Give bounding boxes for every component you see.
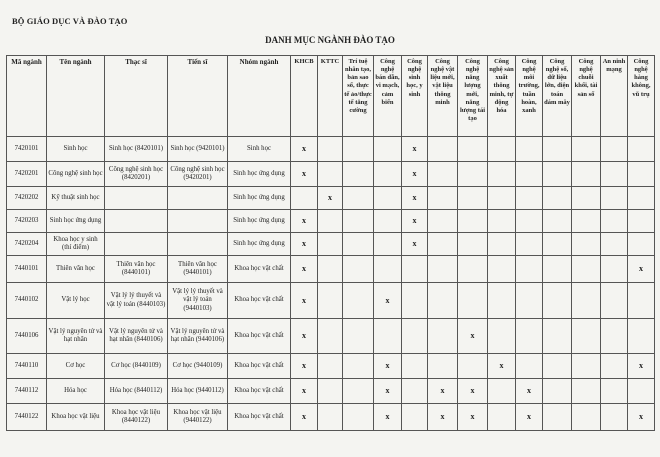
row-mark: [318, 256, 343, 283]
row-mark: [601, 137, 628, 162]
row-mark: [488, 379, 516, 404]
col-nhom-nganh: Nhóm ngành: [228, 56, 291, 137]
row-mark: x: [374, 283, 402, 319]
table-row: [7, 233, 655, 256]
row-tien-si: [168, 210, 228, 233]
row-thac-si: Sinh học (8420101): [105, 137, 168, 162]
row-group: Sinh học ứng dụng: [228, 162, 291, 187]
row-name: Sinh học: [47, 137, 105, 162]
row-mark: [572, 319, 601, 354]
row-name: Vật lý học: [47, 283, 105, 319]
col-moi-truong: Công nghệ môi trường, tuần hoàn, xanh: [516, 56, 543, 137]
col-ban-dan: Công nghệ bán dẫn, vi mạch, cảm biến: [374, 56, 402, 137]
row-mark: [343, 210, 374, 233]
row-mark: x: [428, 404, 458, 431]
row-mark: x: [428, 379, 458, 404]
row-thac-si: Hóa học (8440112): [105, 379, 168, 404]
row-thac-si: Cơ học (8440109): [105, 354, 168, 379]
row-thac-si: Công nghệ sinh học (8420201): [105, 162, 168, 187]
row-mark: [543, 354, 572, 379]
row-mark: [402, 283, 428, 319]
row-tien-si: Thiên văn học (9440101): [168, 256, 228, 283]
row-mark: [543, 162, 572, 187]
row-mark: [601, 379, 628, 404]
row-mark: x: [291, 404, 318, 431]
row-mark: [628, 162, 655, 187]
row-mark: [516, 162, 543, 187]
row-mark: x: [291, 233, 318, 256]
row-mark: x: [291, 354, 318, 379]
row-name: Thiên văn học: [47, 256, 105, 283]
col-ma-nganh: Mã ngành: [7, 56, 47, 137]
row-group: Sinh học: [228, 137, 291, 162]
row-mark: [318, 319, 343, 354]
page-title: DANH MỤC NGÀNH ĐÀO TẠO: [265, 35, 395, 45]
row-mark: x: [402, 187, 428, 210]
row-thac-si: Thiên văn học (8440101): [105, 256, 168, 283]
row-code: 7440110: [7, 354, 47, 379]
row-mark: [601, 283, 628, 319]
row-mark: [374, 210, 402, 233]
row-mark: [458, 283, 488, 319]
row-code: 7420202: [7, 187, 47, 210]
row-group: Khoa học vật chất: [228, 404, 291, 431]
table-row: [7, 256, 655, 283]
row-group: Sinh học ứng dụng: [228, 233, 291, 256]
row-mark: x: [291, 379, 318, 404]
row-mark: [572, 233, 601, 256]
row-mark: [343, 354, 374, 379]
table-row: [7, 354, 655, 379]
row-mark: [402, 379, 428, 404]
row-mark: [318, 233, 343, 256]
row-mark: x: [458, 404, 488, 431]
row-group: Sinh học ứng dụng: [228, 187, 291, 210]
row-code: 7440102: [7, 283, 47, 319]
row-group: Khoa học vật chất: [228, 354, 291, 379]
row-mark: [601, 187, 628, 210]
row-mark: [458, 354, 488, 379]
col-ten-nganh: Tên ngành: [47, 56, 105, 137]
row-code: 7440106: [7, 319, 47, 354]
row-thac-si: [105, 187, 168, 210]
row-mark: [516, 354, 543, 379]
row-mark: [488, 319, 516, 354]
row-tien-si: Khoa học vật liệu (9440122): [168, 404, 228, 431]
row-name: Hóa học: [47, 379, 105, 404]
row-mark: [628, 137, 655, 162]
row-mark: x: [402, 233, 428, 256]
row-mark: [572, 210, 601, 233]
row-mark: x: [291, 137, 318, 162]
row-mark: [628, 319, 655, 354]
row-mark: [543, 379, 572, 404]
row-tien-si: Vật lý lý thuyết và vật lý toán (9440103): [168, 283, 228, 319]
row-mark: [343, 187, 374, 210]
row-tien-si: [168, 233, 228, 256]
row-mark: [601, 256, 628, 283]
row-mark: [343, 379, 374, 404]
row-mark: [572, 404, 601, 431]
col-chuoi-khoi: Công nghệ chuỗi khối, tài sản số: [572, 56, 601, 137]
table-row: [7, 319, 655, 354]
row-name: Sinh học ứng dụng: [47, 210, 105, 233]
row-thac-si: Vật lý lý thuyết và vật lý toán (8440103): [105, 283, 168, 319]
row-code: 7420201: [7, 162, 47, 187]
row-mark: [543, 404, 572, 431]
row-mark: x: [402, 137, 428, 162]
row-code: 7440122: [7, 404, 47, 431]
row-mark: [516, 233, 543, 256]
row-mark: x: [628, 354, 655, 379]
row-mark: x: [291, 162, 318, 187]
row-tien-si: Cơ học (9440109): [168, 354, 228, 379]
row-mark: [543, 319, 572, 354]
row-mark: x: [628, 256, 655, 283]
row-code: 7420204: [7, 233, 47, 256]
program-table: [6, 55, 655, 431]
row-mark: [402, 319, 428, 354]
col-tien-si: Tiến sĩ: [168, 56, 228, 137]
row-mark: [428, 162, 458, 187]
row-mark: [374, 162, 402, 187]
row-mark: [343, 137, 374, 162]
row-mark: x: [291, 283, 318, 319]
row-mark: [428, 283, 458, 319]
row-code: 7420101: [7, 137, 47, 162]
table-row: [7, 187, 655, 210]
row-mark: [572, 137, 601, 162]
row-mark: [318, 404, 343, 431]
row-thac-si: [105, 210, 168, 233]
row-mark: [318, 162, 343, 187]
row-code: 7440101: [7, 256, 47, 283]
row-thac-si: Khoa học vật liệu (8440122): [105, 404, 168, 431]
row-name: Công nghệ sinh học: [47, 162, 105, 187]
row-mark: [488, 404, 516, 431]
row-mark: [318, 379, 343, 404]
row-mark: [402, 354, 428, 379]
row-mark: x: [291, 319, 318, 354]
row-mark: [291, 187, 318, 210]
row-mark: [516, 137, 543, 162]
table-header-row: [7, 56, 655, 137]
row-mark: [402, 256, 428, 283]
row-mark: [543, 137, 572, 162]
row-mark: [628, 210, 655, 233]
row-mark: [458, 233, 488, 256]
row-mark: x: [374, 404, 402, 431]
table-row: [7, 404, 655, 431]
col-vat-lieu: Công nghệ vật liệu mới, vật liệu thông minh: [428, 56, 458, 137]
row-mark: [543, 233, 572, 256]
row-mark: [458, 210, 488, 233]
row-group: Khoa học vật chất: [228, 319, 291, 354]
row-mark: [343, 404, 374, 431]
row-mark: [601, 162, 628, 187]
row-mark: [572, 354, 601, 379]
row-mark: x: [402, 162, 428, 187]
row-mark: [572, 379, 601, 404]
row-mark: [428, 354, 458, 379]
row-mark: [343, 319, 374, 354]
row-mark: [543, 283, 572, 319]
col-du-lieu: Công nghệ số, dữ liệu lớn, điện toán đám mây: [543, 56, 572, 137]
row-code: 7420203: [7, 210, 47, 233]
row-mark: x: [516, 379, 543, 404]
row-group: Khoa học vật chất: [228, 379, 291, 404]
row-mark: [601, 233, 628, 256]
row-name: Khoa học vật liệu: [47, 404, 105, 431]
row-mark: [572, 162, 601, 187]
col-sinh-hoc: Công nghệ sinh học, y sinh: [402, 56, 428, 137]
row-mark: [488, 187, 516, 210]
row-tien-si: Công nghệ sinh học (9420201): [168, 162, 228, 187]
row-mark: [628, 283, 655, 319]
row-name: Khoa học y sinh (thí điểm): [47, 233, 105, 256]
row-mark: [488, 162, 516, 187]
row-code: 7440112: [7, 379, 47, 404]
row-mark: [374, 256, 402, 283]
row-tien-si: Hóa học (9440112): [168, 379, 228, 404]
row-mark: [488, 233, 516, 256]
row-mark: [343, 256, 374, 283]
row-mark: [543, 187, 572, 210]
row-mark: [572, 187, 601, 210]
table-row: [7, 162, 655, 187]
col-an-ninh: An ninh mạng: [601, 56, 628, 137]
col-hang-khong: Công nghệ hàng không, vũ trụ: [628, 56, 655, 137]
row-group: Khoa học vật chất: [228, 256, 291, 283]
row-mark: [428, 137, 458, 162]
row-mark: x: [458, 379, 488, 404]
row-mark: [318, 354, 343, 379]
row-mark: [543, 256, 572, 283]
row-mark: [343, 283, 374, 319]
col-san-xuat: Công nghệ sản xuất thông minh, tự động hóa: [488, 56, 516, 137]
row-mark: x: [516, 404, 543, 431]
row-mark: [458, 162, 488, 187]
row-mark: [488, 283, 516, 319]
row-mark: [428, 233, 458, 256]
col-khcb: KHCB: [291, 56, 318, 137]
row-mark: [628, 379, 655, 404]
row-mark: [601, 210, 628, 233]
row-mark: [318, 210, 343, 233]
row-mark: [488, 210, 516, 233]
col-thac-si: Thạc sĩ: [105, 56, 168, 137]
row-mark: x: [374, 379, 402, 404]
row-mark: [516, 283, 543, 319]
row-thac-si: Vật lý nguyên tử và hạt nhân (8440106): [105, 319, 168, 354]
row-group: Sinh học ứng dụng: [228, 210, 291, 233]
row-mark: [516, 187, 543, 210]
row-mark: x: [628, 404, 655, 431]
row-mark: [428, 319, 458, 354]
row-mark: [343, 233, 374, 256]
row-mark: [428, 256, 458, 283]
row-mark: x: [488, 354, 516, 379]
row-mark: [572, 256, 601, 283]
row-mark: [374, 137, 402, 162]
row-mark: [318, 137, 343, 162]
row-thac-si: [105, 233, 168, 256]
row-mark: x: [318, 187, 343, 210]
col-kttc: KTTC: [318, 56, 343, 137]
row-mark: [628, 187, 655, 210]
col-nang-luong: Công nghệ năng lượng mới, năng lượng tái tạo: [458, 56, 488, 137]
row-mark: [628, 233, 655, 256]
row-tien-si: Sinh học (9420101): [168, 137, 228, 162]
row-mark: [428, 187, 458, 210]
row-mark: x: [374, 354, 402, 379]
row-mark: [374, 233, 402, 256]
row-mark: [458, 256, 488, 283]
row-mark: [428, 210, 458, 233]
row-mark: x: [291, 256, 318, 283]
row-mark: [458, 137, 488, 162]
table-row: [7, 210, 655, 233]
ministry-header: BỘ GIÁO DỤC VÀ ĐÀO TẠO: [12, 16, 128, 26]
row-mark: [601, 354, 628, 379]
row-mark: [488, 137, 516, 162]
row-mark: [488, 256, 516, 283]
row-mark: [516, 256, 543, 283]
row-mark: x: [402, 210, 428, 233]
row-mark: [516, 319, 543, 354]
row-mark: [343, 162, 374, 187]
table-row: [7, 137, 655, 162]
row-name: Cơ học: [47, 354, 105, 379]
row-mark: [318, 283, 343, 319]
row-name: Vật lý nguyên tử và hạt nhân: [47, 319, 105, 354]
row-mark: x: [291, 210, 318, 233]
table-row: [7, 379, 655, 404]
row-mark: [516, 210, 543, 233]
row-mark: [402, 404, 428, 431]
row-group: Khoa học vật chất: [228, 283, 291, 319]
table-row: [7, 283, 655, 319]
row-tien-si: [168, 187, 228, 210]
row-mark: [458, 187, 488, 210]
row-name: Kỹ thuật sinh học: [47, 187, 105, 210]
row-mark: [543, 210, 572, 233]
row-mark: [572, 283, 601, 319]
row-tien-si: Vật lý nguyên tử và hạt nhân (9440106): [168, 319, 228, 354]
row-mark: x: [458, 319, 488, 354]
row-mark: [601, 404, 628, 431]
row-mark: [601, 319, 628, 354]
col-tri-tue: Trí tuệ nhân tạo, bản sao số, thực tế ảo/thực tế tăng cường: [343, 56, 374, 137]
row-mark: [374, 319, 402, 354]
row-mark: [374, 187, 402, 210]
